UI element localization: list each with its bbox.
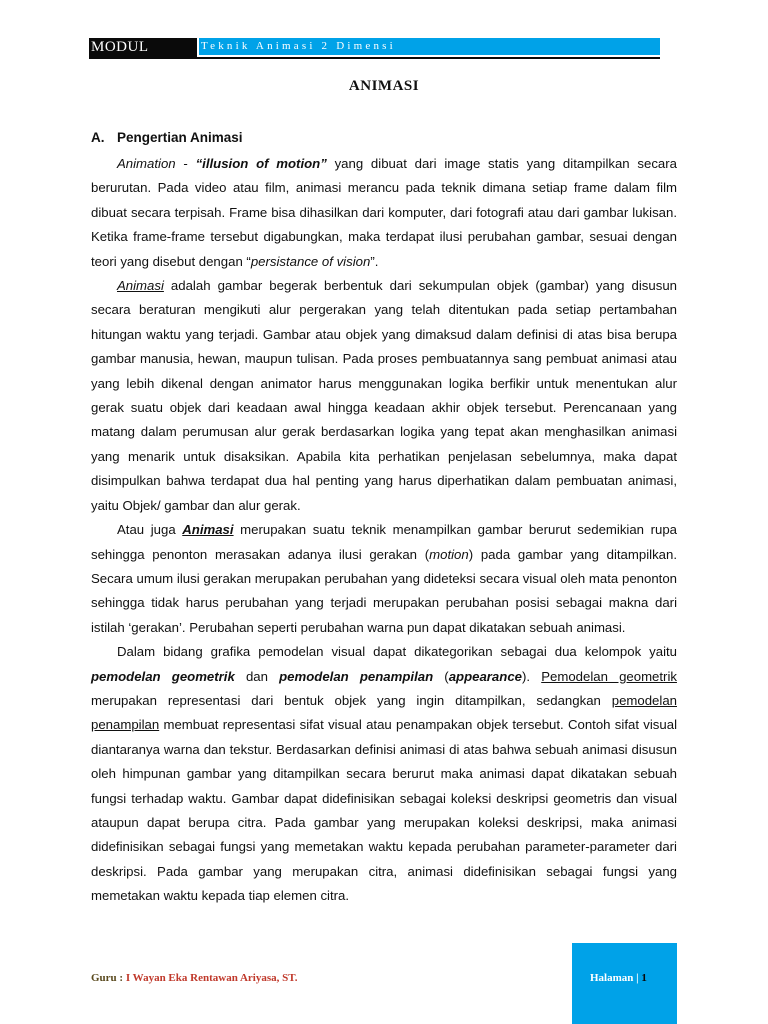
header-rule xyxy=(89,57,660,59)
footer-guru: Guru : I Wayan Eka Rentawan Ariyasa, ST. xyxy=(91,972,298,984)
underlined-pemodelan-geometrik: Pemodelan geometrik xyxy=(541,668,677,684)
term-pemodelan-geometrik: pemodelan geometrik xyxy=(91,668,235,684)
section-title: Pengertian Animasi xyxy=(117,130,243,145)
header-modul-label: MODUL xyxy=(89,38,197,58)
quote-illusion-of-motion: “illusion of motion” xyxy=(195,156,327,171)
paragraph-2: Animasi adalah gambar begerak berbentuk dari sekumpulan objek (gambar) yang disusun secara beraturan mengikuti alur pergerakan yang telah ditentukan pada setiap pertambahan hitungan waktu yang terjadi. Gambar atau objek yang dimaksud dalam definisi di atas bisa berupa gambar manusia, hewan, maupun tulisan. Pada proses pembuatannya sang pembuat animasi atau yang lebih dikenal dengan animator harus menggunakan logika berfikir untuk menentukan alur gerak suatu objek dari keadaan awal hingga keadaan akhir objek tersebut. Perencanaan yang matang dalam perumusan alur gerak berdasarkan logika yang tepat akan menghasilkan animasi yang menarik untuk disaksikan. Apabila kita perhatikan penjelasan sebelumnya, maka dapat disimpulkan bahwa terdapat dua hal penting yang harus diperhatikan dalam pembuatan animasi, yaitu Objek/ gambar dan alur gerak. xyxy=(91,278,677,513)
term-pemodelan-penampilan: pemodelan penampilan xyxy=(279,668,434,684)
paragraph-4: Dalam bidang grafika pemodelan visual dapat dikategorikan sebagai dua kelompok yaitu pemodelan geometrik dan pemodelan penampilan (appearance). Pemodelan geometrik merupakan representasi dari bentuk objek yang ingin ditampilkan, sedangkan pemodelan penampilan membuat representasi sifat visual atau penampakan objek tersebut. Contoh sifat visual diantaranya warna dan tekstur. Berdasarkan definisi animasi di atas bahwa sebuah animasi disusun oleh himpunan gambar yang ditampilkan secara berurut maka animasi dapat dikatakan sebuah fungsi terhadap waktu. Gambar dapat didefinisikan sebagai koleksi deskripsi geometris dan visual ataupun dapat berupa citra. Pada gambar yang merupakan koleksi deskripsi, maka animasi didefinisikan sebagai fungsi yang memetakan waktu kepada perubahan parameter-parameter dari deskripsi. Pada gambar yang merupakan citra, animasi didefinisikan sebagai fungsi yang memetakan waktu kepada tiap elemen citra. xyxy=(91,644,677,904)
term-appearance: appearance xyxy=(448,668,522,684)
section-number: A. xyxy=(91,130,105,145)
paragraph-1: Animation - “illusion of motion” yang dibuat dari image statis yang ditampilkan secara berurutan. Pada video atau film, animasi merancu pada teknik dimana setiap frame dalam film dibuat secara terpisah. Frame bisa dihasilkan dari komputer, dari fotografi atau dari gambar lukisan. Ketika frame-frame tersebut digabungkan, maka terdapat ilusi perubahan gambar, sesuai dengan teori yang disebut dengan “persistance of vision”. xyxy=(91,156,677,269)
underlined-pemodelan-penampilan: pemodelan penampilan xyxy=(91,692,677,733)
term-animasi: Animasi xyxy=(117,278,164,294)
section-heading xyxy=(91,130,243,145)
paragraph-3: Atau juga Animasi merupakan suatu teknik menampilkan gambar berurut sedemikian rupa sehingga penonton merasakan adanya ilusi gerakan (motion) pada gambar yang ditampilkan. Secara umum ilusi gerakan merupakan perubahan yang dideteksi secara visual oleh mata penonton sehingga tidak harus perubahan yang terjadi merupakan perubahan posisi sebagai makna dari istilah ‘gerakan’. Perubahan seperti perubahan warna pun dapat dikatakan sebuah animasi. xyxy=(91,522,677,635)
footer-page-box xyxy=(572,943,677,1024)
footer-guru-name: I Wayan Eka Rentawan Ariyasa, ST. xyxy=(125,972,298,984)
term-persistance-of-vision: persistance of vision xyxy=(250,253,371,269)
term-animation: Animation xyxy=(117,156,176,171)
term-motion: motion xyxy=(429,546,469,562)
term-animasi-bold: Animasi xyxy=(182,522,234,538)
page-title: ANIMASI xyxy=(348,78,420,94)
page-number: 1 xyxy=(641,972,647,984)
footer-page-label: Halaman | 1 xyxy=(590,972,647,984)
header-subject-bar: Teknik Animasi 2 Dimensi xyxy=(199,38,660,55)
document-body xyxy=(91,152,677,909)
